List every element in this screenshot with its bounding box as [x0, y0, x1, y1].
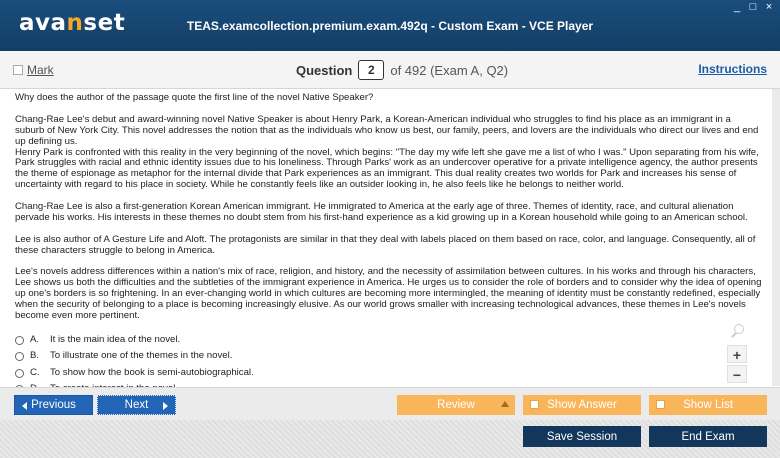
option-text[interactable]: To illustrate one of the themes in the novel.	[50, 350, 233, 362]
option-letter: A.	[30, 333, 40, 345]
question-label: Question	[296, 62, 353, 78]
next-button[interactable]	[97, 395, 176, 415]
save-session-button[interactable]: Save Session	[523, 426, 641, 447]
passage-paragraph: Henry Park is confronted with this reality in the very beginning of the novel, which begins: "The day my wife left she gave me a list of who I was." Upon separating from his wife, Park struggles with racial and ethnic identity issues due to his loneliness. Through Parks' work as an undercover operative for a private intelligence agency, the author presents the theme of espionage as metaphor for the internal divide that Park experiences as an immigrant. This dual reality creates two worlds for Park and increases his sense of uncertainty with regard to his place in society. While he constantly feels like an outsider looking in, he also feels like he belongs to neither world.	[15, 146, 759, 191]
show-answer-checkbox[interactable]	[530, 400, 539, 409]
question-navigator	[296, 60, 508, 80]
show-answer-button[interactable]	[523, 395, 641, 415]
zoom-controls	[727, 323, 749, 385]
answer-option-b[interactable]	[15, 348, 762, 365]
option-letter: C.	[30, 366, 40, 378]
zoom-out-button[interactable]: −	[727, 365, 747, 383]
answer-option-a[interactable]	[15, 332, 762, 349]
show-list-label: Show List	[683, 399, 733, 411]
show-answer-label: Show Answer	[547, 399, 617, 411]
question-header	[0, 51, 780, 89]
review-button[interactable]	[397, 395, 515, 415]
question-number-input[interactable]: 2	[358, 60, 384, 80]
previous-label: Previous	[31, 399, 76, 411]
minimize-button[interactable]: _	[733, 1, 741, 13]
passage-paragraph: Chang-Rae Lee is also a first-generation Korean American immigrant. He immigrated to America at the early age of three. Themes of identity, race, and cultural alienation pervade his works. His interests in these themes no doubt stem from his first-hand experience as a kid growing up in a Korean household while going to an American school.	[15, 201, 748, 223]
next-label: Next	[124, 399, 149, 411]
footer-bar	[0, 420, 780, 458]
zoom-in-button[interactable]: +	[727, 345, 747, 363]
mark-checkbox[interactable]	[13, 65, 23, 75]
app-logo: avanset	[19, 10, 126, 36]
window-title: TEAS.examcollection.premium.exam.492q - Custom Exam - VCE Player	[186, 19, 594, 33]
answer-option-c[interactable]	[15, 365, 762, 382]
mark-label[interactable]: Mark	[27, 63, 54, 77]
radio-button[interactable]	[15, 352, 24, 361]
question-content	[0, 90, 772, 386]
show-list-button[interactable]	[649, 395, 767, 415]
option-text[interactable]: It is the main idea of the novel.	[50, 333, 181, 345]
passage-paragraph: Lee's novels address differences within a nation's mix of race, religion, and history, and the necessity of assimilation between cultures. In his works and through his characters, Lee shows us both the difficulties and the subtleties of the immigrant experience in America. He urges us to consider the role of borders and to consider why the idea of opening up one's borders is so frightening. In an ever-changing world in which cultures are becoming more intermingled, the meaning of identity must be constantly redefined, especially when the security of belonging to a place is becoming increasingly elusive. As our world grows smaller with increasing technological advances, these themes in Lee's novels become even more pertinent.	[15, 266, 762, 322]
mark-toggle[interactable]	[13, 63, 54, 77]
arrow-right-icon	[163, 402, 168, 410]
passage-paragraph: Chang-Rae Lee's debut and award-winning novel Native Speaker is about Henry Park, a Korean-American individual who struggles to find his place as an immigrant in a suburb of New York City. This novel addresses the notion that as the individuals who know us best, our family, peers, and lovers are the individuals who direct our lives and end up defining us.	[15, 113, 759, 147]
radio-button[interactable]	[15, 336, 24, 345]
option-letter: B.	[30, 350, 40, 362]
show-list-checkbox[interactable]	[656, 400, 665, 409]
end-exam-button[interactable]: End Exam	[649, 426, 767, 447]
review-label: Review	[437, 399, 475, 411]
option-text[interactable]: To show how the book is semi-autobiographical.	[50, 366, 254, 378]
magnifier-icon	[729, 323, 747, 341]
question-count: of 492 (Exam A, Q2)	[390, 62, 509, 78]
vertical-scrollbar[interactable]	[772, 89, 780, 386]
window-controls	[732, 2, 774, 12]
previous-button[interactable]	[14, 395, 93, 415]
radio-button[interactable]	[15, 369, 24, 378]
maximize-button[interactable]: □	[749, 1, 757, 13]
question-prompt: Why does the author of the passage quote the first line of the novel Native Speaker?	[15, 92, 374, 103]
title-bar	[0, 0, 780, 51]
navigation-bar	[0, 387, 780, 420]
triangle-up-icon	[501, 401, 509, 407]
passage-paragraph: Lee is also author of A Gesture Life and Aloft. The protagonists are similar in that they deal with labels placed on them based on race, color, and language. Consequently, all of these characters struggle to belong in America.	[15, 233, 756, 256]
close-button[interactable]: ×	[765, 1, 773, 13]
arrow-left-icon	[22, 402, 27, 410]
instructions-link[interactable]: Instructions	[698, 62, 767, 76]
